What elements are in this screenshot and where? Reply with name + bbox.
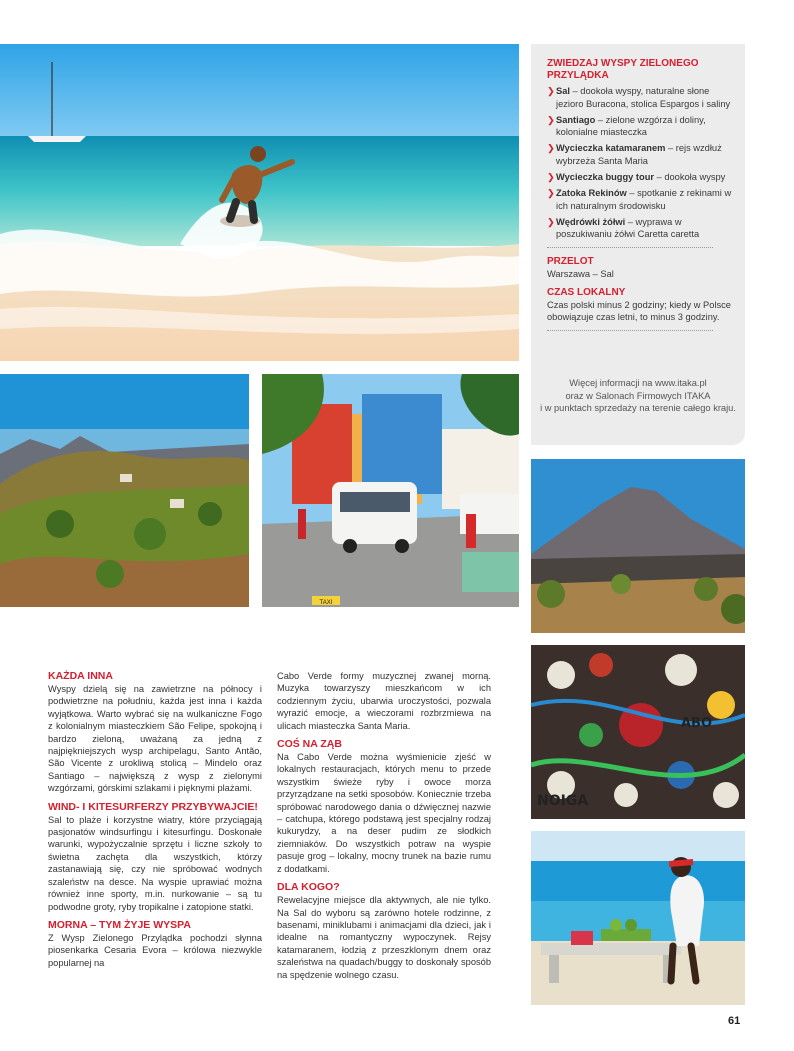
photo-woman-bench	[531, 831, 745, 1005]
page-number: 61	[728, 1015, 741, 1027]
chevron-right-icon: ❯	[547, 172, 555, 183]
local-time-text: Czas polski minus 2 godziny; kiedy w Polsce obowiązuje czas letni, to minus 3 godziny.	[547, 299, 731, 323]
section-heading: DLA KOGO?	[277, 881, 340, 894]
section-heading: KAŻDA INNA	[48, 670, 113, 682]
list-item: ❯ Wycieczka katamaranem – rejs wzdłuż wybrzeża Santa Maria	[547, 143, 722, 166]
section-heading: COŚ NA ZĄB	[277, 738, 342, 751]
section-heading: WIND- I KITESURFERZY PRZYBYWAJCIE!	[48, 800, 258, 813]
section-text: Na Cabo Verde można wyśmienicie zjeść w lokalnych restauracjach, których menu to przede wszystkim świeże ryby i owoce morza przyrządzane na setki sposobów. Koniecznie trzeba spróbować narodowego dania o dźwięcznej nazwie – catchupa, którego podstawą jest specjalny rodzaj kukurydzy, a na deser pudim ze słodkich ziemniaków. Do wszystkich potraw na wyspie pasuje grog – lokalny, mocny trunek na bazie rumu z dodatkami.	[277, 752, 491, 874]
flight-text: Warszawa – Sal	[547, 269, 614, 280]
photo-bracelets	[531, 645, 745, 819]
flight-heading: PRZELOT	[547, 256, 594, 268]
dotted-divider	[547, 247, 713, 248]
list-item: ❯ Zatoka Rekinów – spotkanie z rekinami w ich naturalnym środowisku	[547, 188, 732, 211]
more-info	[535, 377, 741, 415]
section-text: Rewelacyjne miejsce dla aktywnych, ale nie tylko. Na Sal do wyboru są zarówno hotele rodzinne, z basenami, miniklubami i animacjami dla dzieci, jak i idealne na romantyczny wypoczynek. Rejsy katamaranem, łodzią z przeszklonym dnem oraz szaleństwa na quadach/buggy to doskonały sposób na spędzenie wolnego czasu.	[277, 895, 491, 980]
article-column-2	[277, 670, 491, 987]
photo-volcano	[531, 459, 745, 633]
section-text: Cabo Verde formy muzycznej zwanej morną. Muzyka towarzyszy mieszkańcom w ich codziennym życiu, ubarwia uroczystości, pozwala wyrazić emocje, a wieczorami rozbrzmiewa na ulicach miasteczka Santa Maria.	[277, 671, 491, 731]
list-item: ❯ Sal – dookoła wyspy, naturalne słone jezioro Buracona, stolica Espargos i saliny	[547, 86, 731, 109]
section-text: Sal to plaże i korzystne wiatry, które przyciągają pasjonatów windsurfingu i kitesurfingu. Doskonałe warunki, wypożyczalnie sprzętu i liczne szkoły to świetna zachęta dla wszystkich, którzy zastanawiają się, czy nie spróbować wodnych szaleństw na desce. Na wyspie uprawiać można również inne sporty, m.in. nurkowanie – są tu podwodne groty, ryby tropikalne i zatopione statki.	[48, 814, 262, 912]
photo-green-hills	[0, 374, 249, 607]
article-column-1	[48, 670, 262, 975]
chevron-right-icon: ❯	[547, 143, 555, 154]
chevron-right-icon: ❯	[547, 86, 555, 96]
chevron-right-icon: ❯	[547, 216, 555, 227]
info-box	[531, 44, 745, 445]
list-item: ❯ Wędrówki żółwi – wyprawa w poszukiwaniu żółwi Caretta caretta	[547, 216, 700, 240]
more-info-line: i w punktach sprzedaży na terenie całego kraju.	[540, 403, 736, 414]
list-item: ❯ Santiago – zielone wzgórza i doliny, kolonialne miasteczka	[547, 114, 706, 138]
bead-letters: ABO	[681, 716, 713, 731]
section-text: Wyspy dzielą się na zawietrzne na północy i podwietrzne na południu, każda jest inna i każda wyjątkowa. Warto wybrać się na wulkaniczne Fogo z kolonialnym miasteczkiem São Felipe, spokojną i bardzo zieloną, uważaną za jedną z najpiękniejszych wysp archipelagu, Santo Antão, São Vicente z urokliwą stolicą – Mindelo oraz Santiago – największą z wysp z zielonymi wzgórzami, górskimi szlakami i pięknymi plażami.	[48, 684, 262, 794]
more-info-line: Więcej informacji na www.itaka.pl	[569, 378, 707, 388]
taxi-sign: TAXI	[319, 600, 333, 606]
section-text: Z Wysp Zielonego Przylądka pochodzi słynna piosenkarka Cesaria Evora – królowa niezwykle popularnej na	[48, 932, 262, 968]
explore-list	[547, 85, 737, 241]
photo-colorful-street	[262, 374, 519, 607]
bead-letters: NOIGA	[537, 793, 589, 809]
chevron-right-icon: ❯	[547, 114, 555, 125]
section-heading: MORNA – TYM ŻYJE WYSPA	[48, 918, 191, 931]
list-item: ❯ Wycieczka buggy tour – dookoła wyspy	[547, 172, 726, 183]
photo-surfer-beach	[0, 44, 519, 361]
dotted-divider	[547, 330, 713, 331]
local-time-heading: CZAS LOKALNY	[547, 286, 626, 298]
more-info-line: oraz w Salonach Firmowych ITAKA	[565, 390, 711, 401]
explore-heading: ZWIEDZAJ WYSPY ZIELONEGO PRZYLĄDKA	[547, 58, 699, 81]
chevron-right-icon: ❯	[547, 188, 555, 199]
